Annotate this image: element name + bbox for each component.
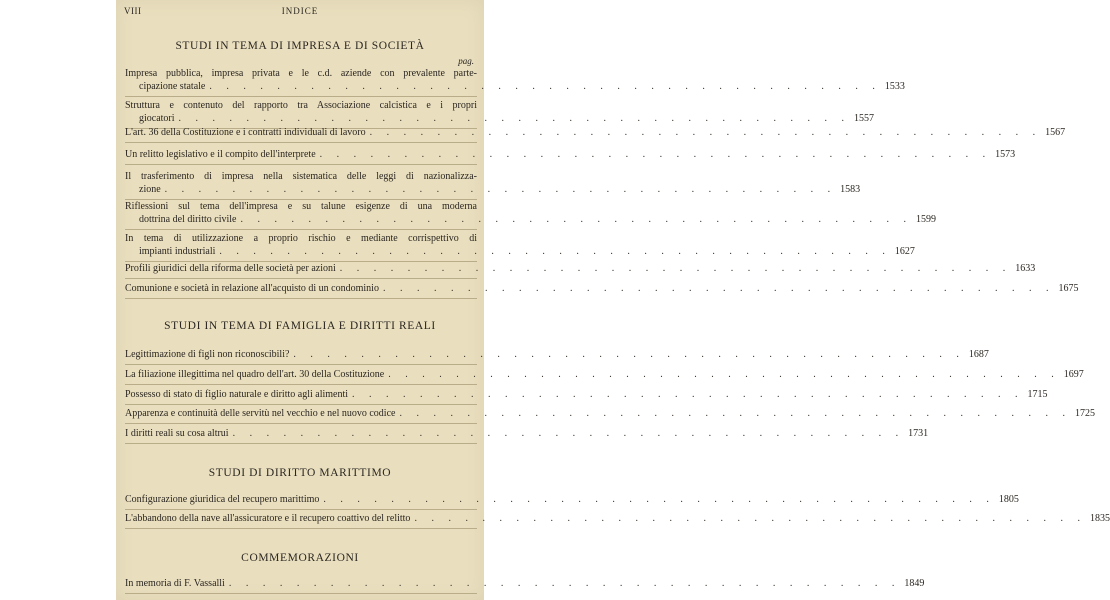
toc-entry-line xyxy=(125,577,925,590)
toc-entry-line xyxy=(125,213,936,226)
dot-leader: . . . . . . . . . . . . . . . . . . . . . . . . . . . . . . . . . . . . . . . . xyxy=(388,369,1060,380)
toc-entry[interactable] xyxy=(125,493,1019,506)
toc-page-number: 1573 xyxy=(995,149,1016,160)
toc-entry-title: Un relitto legislativo e il compito dell'interprete xyxy=(125,149,316,160)
entry-divider xyxy=(125,384,477,385)
page-folio: VIII xyxy=(124,6,142,16)
toc-entry-title: L'abbandono della nave all'assicuratore e il recupero coattivo del relitto xyxy=(125,513,411,524)
toc-entry-title: La filiazione illegittima nel quadro dell'art. 30 della Costituzione xyxy=(125,369,385,380)
entry-divider xyxy=(125,509,477,510)
toc-entry-title: Il trasferimento di impresa nella sistematica delle leggi di nazionalizza- xyxy=(125,171,477,182)
toc-entry-line xyxy=(125,427,929,440)
toc-entry[interactable] xyxy=(125,200,936,226)
toc-entry-title: Impresa pubblica, impresa privata e le c.d. aziende con prevalente parte- xyxy=(125,68,477,79)
entry-divider xyxy=(125,164,477,165)
running-header: INDICE xyxy=(281,6,319,16)
page-column-label: pag. xyxy=(458,56,474,66)
dot-leader: . . . . . . . . . . . . . . . . . . . . . . . . . . . . . . . . . . . . . . . . xyxy=(382,283,1055,294)
toc-entry-title: Struttura e contenuto del rapporto tra Associazione calcistica e i propri xyxy=(125,100,477,111)
toc-entry[interactable] xyxy=(125,232,915,258)
section-title: STUDI IN TEMA DI IMPRESA E DI SOCIETÀ xyxy=(175,40,425,52)
toc-entry-line xyxy=(125,368,1084,381)
dot-leader: . . . . . . . . . . . . . . . . . . . . . . . . . . . . . . . . . . . . . . . . xyxy=(369,127,1042,138)
toc-entry[interactable] xyxy=(125,148,1016,161)
toc-entry-line xyxy=(125,262,1036,275)
toc-entry[interactable] xyxy=(125,512,1110,525)
toc-entry-title: cipazione statale xyxy=(139,81,206,92)
toc-entry[interactable] xyxy=(125,126,1066,139)
book-page xyxy=(116,0,1110,600)
toc-page-number: 1567 xyxy=(1045,127,1066,138)
toc-entry-title: Riflessioni sul tema dell'impresa e su talune esigenze di una moderna xyxy=(125,201,477,212)
toc-page-number: 1557 xyxy=(854,113,875,124)
toc-entry-title: In tema di utilizzazione a proprio rischio e mediante corrispettivo di xyxy=(125,233,477,244)
toc-entry[interactable] xyxy=(125,368,1084,381)
dot-leader: . . . . . . . . . . . . . . . . . . . . . . . . . . . . . . . . . . . . . . . . xyxy=(164,184,837,195)
dot-leader: . . . . . . . . . . . . . . . . . . . . . . . . . . . . . . . . . . . . . . . . xyxy=(293,349,965,360)
toc-page-number: 1633 xyxy=(1015,263,1036,274)
toc-entry-line xyxy=(125,282,1079,295)
toc-entry-title: giocatori xyxy=(139,113,175,124)
toc-entry-title: Configurazione giuridica del recupero marittimo xyxy=(125,494,320,505)
entry-divider xyxy=(125,278,477,279)
toc-page-number: 1715 xyxy=(1027,389,1048,400)
toc-entry-title: L'art. 36 della Costituzione e i contratti individuali di lavoro xyxy=(125,127,366,138)
toc-entry[interactable] xyxy=(125,427,929,440)
toc-entry-line xyxy=(125,148,1016,161)
toc-entry[interactable] xyxy=(125,170,861,196)
entry-divider xyxy=(125,364,477,365)
toc-page-number: 1675 xyxy=(1058,283,1079,294)
toc-page-number: 1835 xyxy=(1089,513,1110,524)
dot-leader: . . . . . . . . . . . . . . . . . . . . . . . . . . . . . . . . . . . . . . . . xyxy=(219,246,891,257)
toc-entry-title: impianti industriali xyxy=(139,246,216,257)
toc-entry-line xyxy=(125,348,989,361)
toc-page-number: 1687 xyxy=(968,349,989,360)
dot-leader: . . . . . . . . . . . . . . . . . . . . . . . . . . . . . . . . . . . . . . . . xyxy=(319,149,992,160)
toc-entry-line xyxy=(125,126,1066,139)
toc-page-number: 1583 xyxy=(840,184,861,195)
entry-divider xyxy=(125,443,477,444)
toc-entry-title: zione xyxy=(139,184,161,195)
toc-entry-title: In memoria di F. Vassalli xyxy=(125,578,225,589)
dot-leader: . . . . . . . . . . . . . . . . . . . . . . . . . . . . . . . . . . . . . . . . xyxy=(414,513,1086,524)
toc-page-number: 1725 xyxy=(1074,408,1095,419)
section-title: STUDI IN TEMA DI FAMIGLIA E DIRITTI REALI xyxy=(164,320,436,332)
toc-page-number: 1849 xyxy=(904,578,925,589)
toc-page-number: 1731 xyxy=(908,428,929,439)
toc-entry-line xyxy=(125,407,1095,420)
entry-divider xyxy=(125,423,477,424)
toc-entry-title: I diritti reali su cosa altrui xyxy=(125,428,229,439)
section-title: STUDI DI DIRITTO MARITTIMO xyxy=(208,467,392,479)
toc-page-number: 1627 xyxy=(894,246,915,257)
toc-page-number: 1697 xyxy=(1063,369,1084,380)
toc-page-number: 1599 xyxy=(915,214,936,225)
toc-entry[interactable] xyxy=(125,388,1048,401)
dot-leader: . . . . . . . . . . . . . . . . . . . . . . . . . . . . . . . . . . . . . . . . xyxy=(399,408,1071,419)
dot-leader: . . . . . . . . . . . . . . . . . . . . . . . . . . . . . . . . . . . . . . . . xyxy=(209,81,881,92)
toc-entry-line xyxy=(125,512,1110,525)
dot-leader: . . . . . . . . . . . . . . . . . . . . . . . . . . . . . . . . . . . . . . . . xyxy=(323,494,995,505)
toc-entry-title: Legittimazione di figli non riconoscibili? xyxy=(125,349,290,360)
dot-leader: . . . . . . . . . . . . . . . . . . . . . . . . . . . . . . . . . . . . . . . . xyxy=(228,578,901,589)
toc-entry-line xyxy=(125,388,1048,401)
toc-entry[interactable] xyxy=(125,262,1036,275)
entry-divider xyxy=(125,404,477,405)
toc-page-number: 1533 xyxy=(884,81,905,92)
toc-entry-title: dottrina del diritto civile xyxy=(139,214,237,225)
toc-entry[interactable] xyxy=(125,67,905,93)
entry-divider xyxy=(125,593,477,594)
dot-leader: . . . . . . . . . . . . . . . . . . . . . . . . . . . . . . . . . . . . . . . . xyxy=(232,428,905,439)
entry-divider xyxy=(125,142,477,143)
toc-entry-line xyxy=(125,183,861,196)
toc-entry-title: Apparenza e continuità delle servitù nel vecchio e nel nuovo codice xyxy=(125,408,396,419)
entry-divider xyxy=(125,528,477,529)
toc-entry-title: Profili giuridici della riforma delle società per azioni xyxy=(125,263,336,274)
dot-leader: . . . . . . . . . . . . . . . . . . . . . . . . . . . . . . . . . . . . . . . . xyxy=(352,389,1024,400)
dot-leader: . . . . . . . . . . . . . . . . . . . . . . . . . . . . . . . . . . . . . . . . xyxy=(240,214,912,225)
toc-entry-line xyxy=(125,245,915,258)
section-title: COMMEMORAZIONI xyxy=(241,552,359,564)
toc-entry-line xyxy=(125,493,1019,506)
toc-entry[interactable] xyxy=(125,99,875,125)
toc-entry-title: Comunione e società in relazione all'acquisto di un condominio xyxy=(125,283,379,294)
toc-entry-title: Possesso di stato di figlio naturale e diritto agli alimenti xyxy=(125,389,349,400)
dot-leader: . . . . . . . . . . . . . . . . . . . . . . . . . . . . . . . . . . . . . . . . xyxy=(339,263,1012,274)
entry-divider xyxy=(125,229,477,230)
toc-entry[interactable] xyxy=(125,577,925,590)
toc-entry[interactable] xyxy=(125,282,1079,295)
entry-divider xyxy=(125,298,477,299)
toc-page-number: 1805 xyxy=(998,494,1019,505)
toc-entry-line xyxy=(125,80,905,93)
entry-divider xyxy=(125,96,477,97)
toc-entry[interactable] xyxy=(125,348,989,361)
dot-leader: . . . . . . . . . . . . . . . . . . . . . . . . . . . . . . . . . . . . . . . . xyxy=(178,113,851,124)
toc-entry[interactable] xyxy=(125,407,1095,420)
toc-entry-line xyxy=(125,112,875,125)
